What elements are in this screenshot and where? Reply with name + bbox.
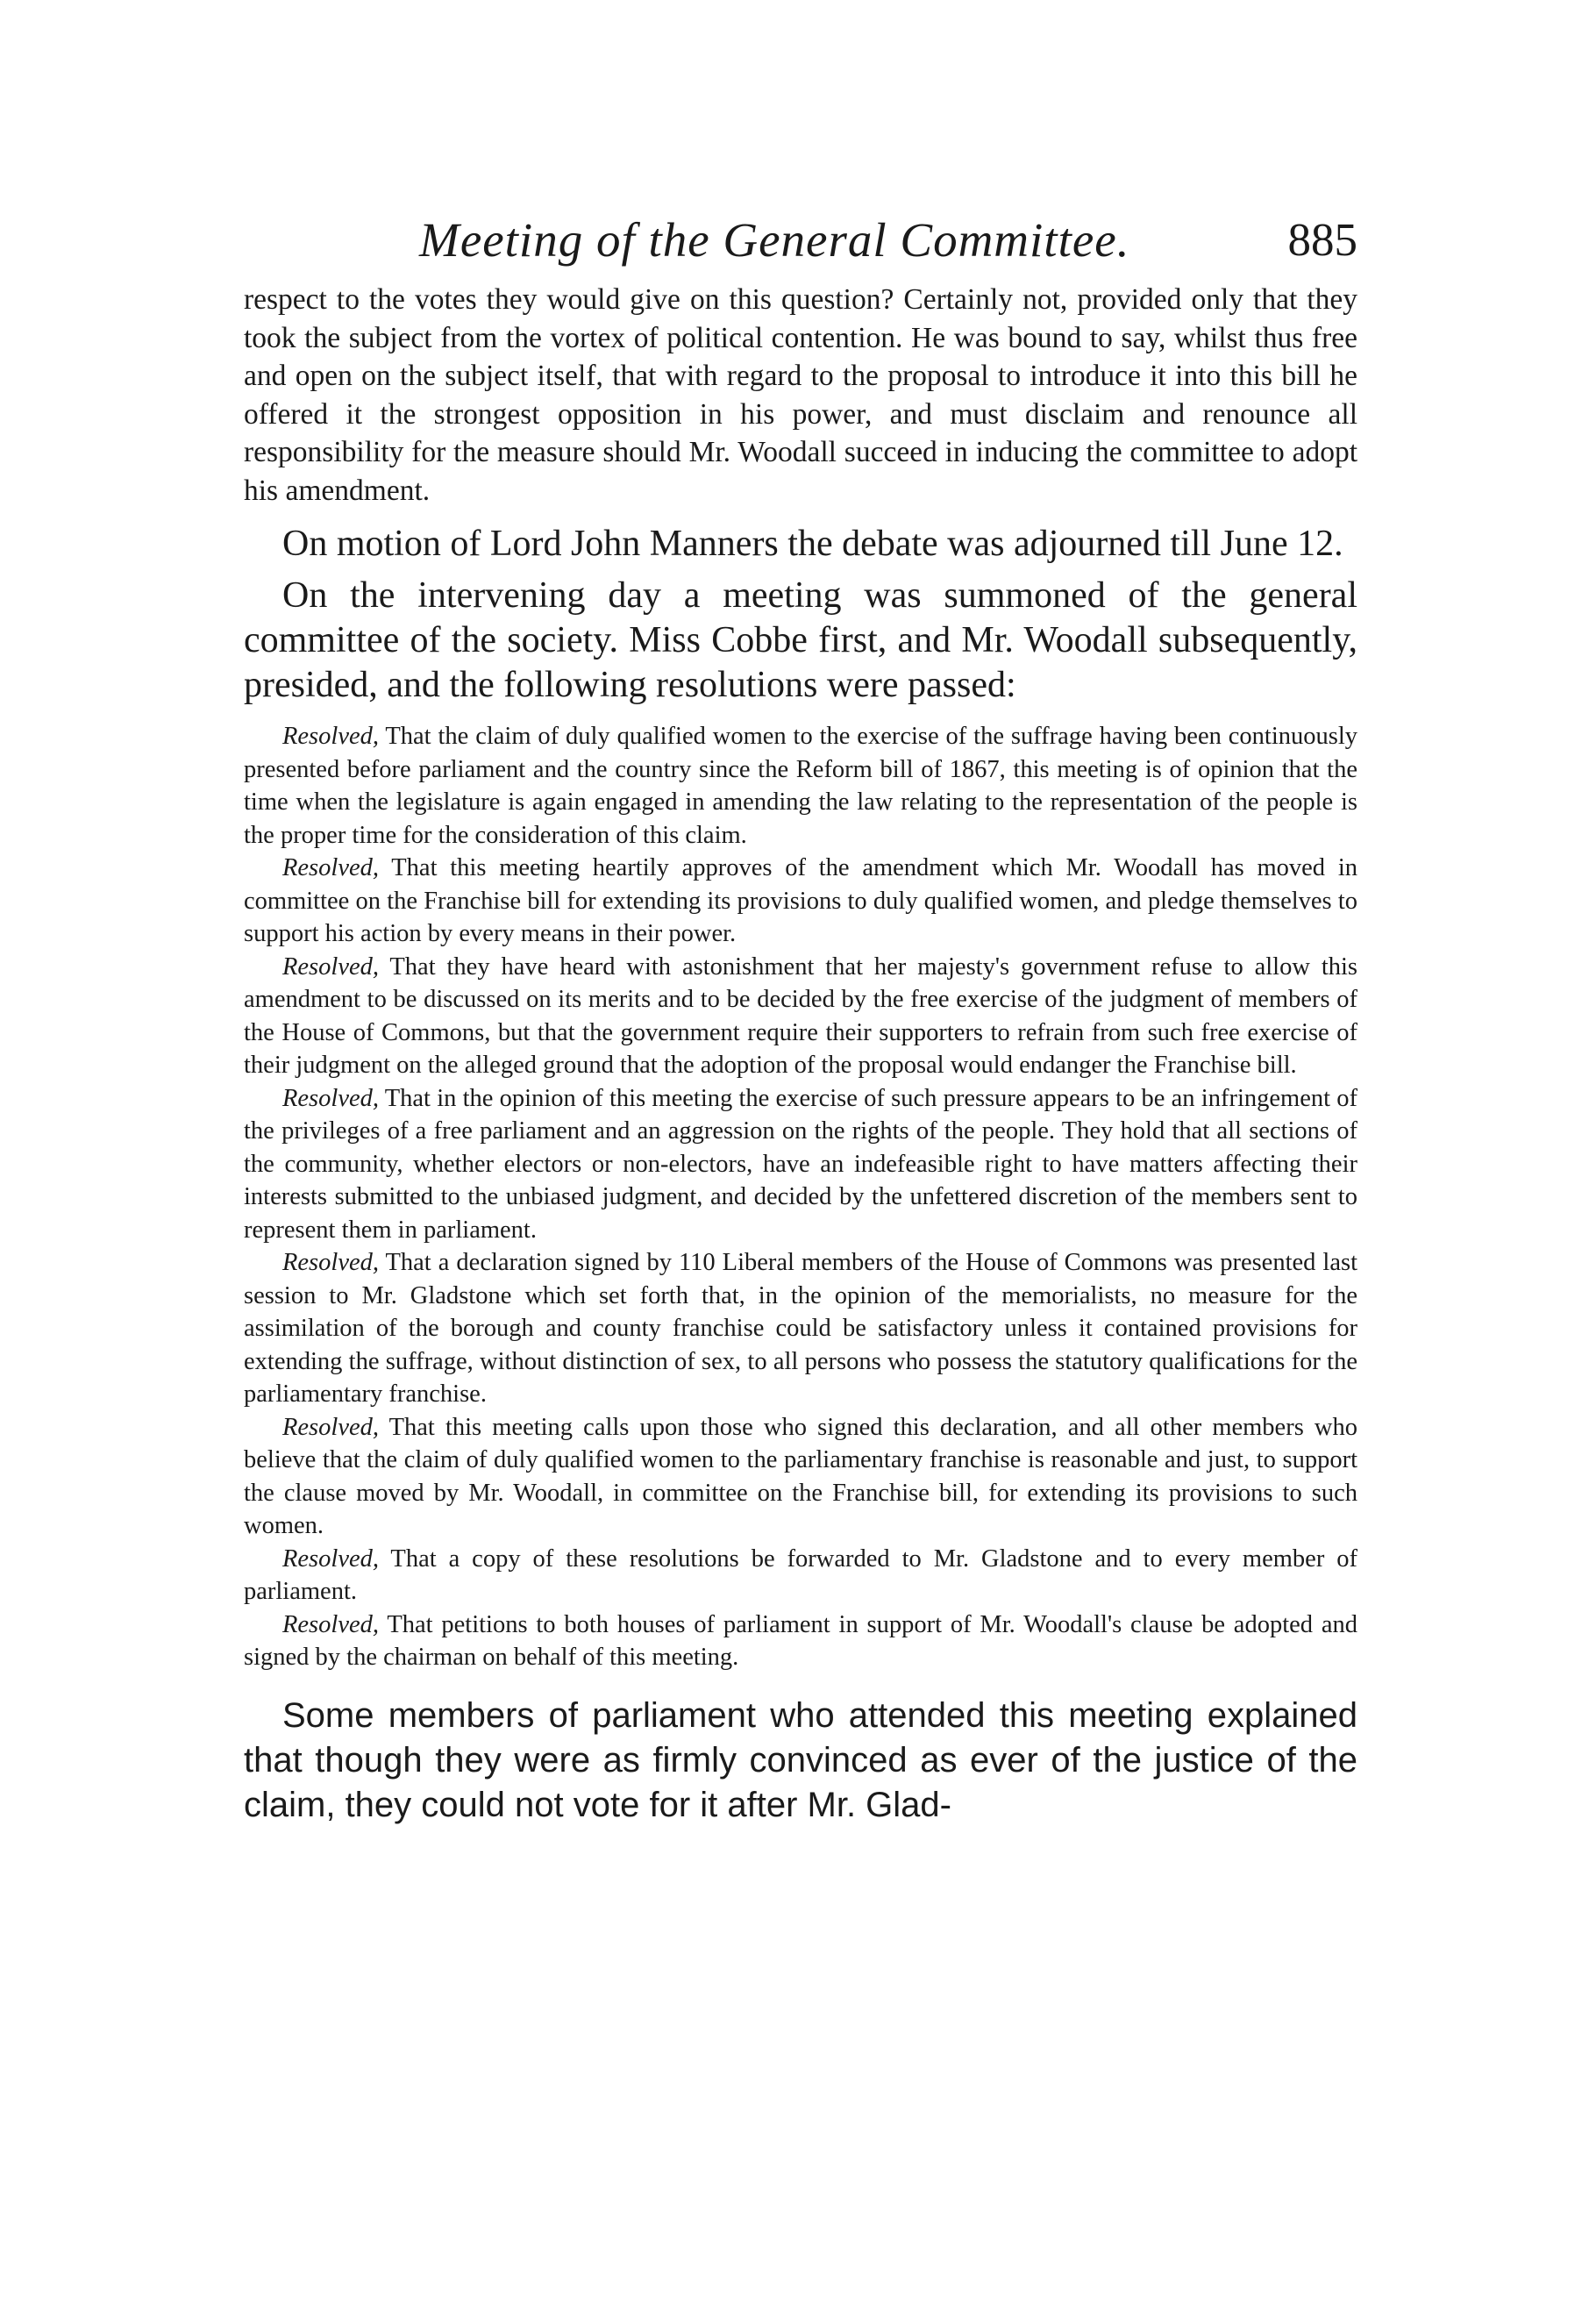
resolution-label: Resolved, [282,1084,379,1112]
resolution [244,852,1357,951]
resolution-label: Resolved, [282,723,379,750]
resolution-text: That they have heard with astonishment that her majesty's government refuse to allow this amendment to be discussed on its merits and to be decided by the free exercise of the judgment of members of the House of Commons, but that the government require their supporters to refrain from such free exercise of their judgment on the alleged ground that the adoption of the proposal would endanger the Franchise bill. [244,952,1357,1079]
running-head [244,184,1357,281]
resolution-text: That this meeting heartily approves of the amendment which Mr. Woodall has moved in committee on the Franchise bill for extending its provisions to duly qualified women, and pledge themselves to support his action by every means in their power. [244,854,1357,947]
paragraph-continuation: respect to the votes they would give on this question? Certainly not, provided only that they took the subject from the vortex of political contention. He was bound to say, whilst thus free and open on the subject itself, that with regard to the proposal to introduce it into this bill he offered it the strongest opposition in his power, and must disclaim and renounce all responsibility for the measure should Mr. Woodall succeed in inducing the committee to adopt his amendment. [244,283,1357,507]
resolution-label: Resolved, [282,1413,379,1441]
resolution-label: Resolved, [282,952,379,981]
resolution [244,1411,1357,1543]
book-page [244,184,1357,1828]
resolution-label: Resolved, [282,1544,379,1573]
running-title: Meeting of the General Committee. [419,213,1130,267]
resolutions-list [244,720,1357,1674]
resolution [244,951,1357,1082]
resolution-label: Resolved, [282,1249,379,1276]
resolution [244,1246,1357,1411]
resolution-text: That this meeting calls upon those who signed this declaration, and all other members who believe that the claim of duly qualified women to the parliamentary franchise is reasonable and just, to support the clause moved by Mr. Woodall, in committee on the Franchise bill, for extending its provisions to such women. [244,1413,1357,1539]
resolution [244,1082,1357,1247]
resolution-text: That a declaration signed by 110 Liberal members of the House of Commons was presented last session to Mr. Gladstone which set forth that, in the opinion of the memorialists, no measure for the assimilation of the borough and county franchise could be satisfactory unless it contained provisions for extending the suffrage, without distinction of sex, to all persons who possess the statutory qualifications for the parliamentary franchise. [244,1249,1357,1408]
resolution-label: Resolved, [282,854,379,881]
resolution [244,1543,1357,1609]
paragraph-adjournment: On motion of Lord John Manners the debate was adjourned till June 12. [282,524,1343,564]
resolution-text: That petitions to both houses of parliament in support of Mr. Woodall's clause be adopted and signed by the chairman on behalf of this meeting. [244,1610,1357,1671]
resolution [244,720,1357,852]
resolution-label: Resolved, [282,1610,379,1638]
resolution [244,1609,1357,1674]
resolution-text: That a copy of these resolutions be forwarded to Mr. Gladstone and to every member of parliament. [244,1544,1357,1605]
resolution-text: That the claim of duly qualified women to the exercise of the suffrage having been continuously presented before parliament and the country since the Reform bill of 1867, this meeting is of opinion that the time when the legislature is again engaged in amending the law relating to the representation of the people is the proper time for the consideration of this claim. [244,723,1357,849]
paragraph-closing: Some members of parliament who attended this meeting explained that though they were as firmly convinced as ever of the justice of the claim, they could not vote for it after Mr. Glad- [244,1695,1357,1824]
paragraph-meeting-intro: On the intervening day a meeting was summoned of the general committee of the society. Miss Cobbe first, and Mr. Woodall subsequently, presided, and the following resolutions were passed: [244,575,1357,705]
resolution-text: That in the opinion of this meeting the exercise of such pressure appears to be an infringement of the privileges of a free parliament and an aggression on the rights of the people. They hold that all sections of the community, whether electors or non-electors, have an indefeasible right to have matters affecting their interests submitted to the unbiased judgment, and decided by the unfettered discretion of the members sent to represent them in parliament. [244,1084,1357,1244]
page-number: 885 [1287,215,1357,266]
